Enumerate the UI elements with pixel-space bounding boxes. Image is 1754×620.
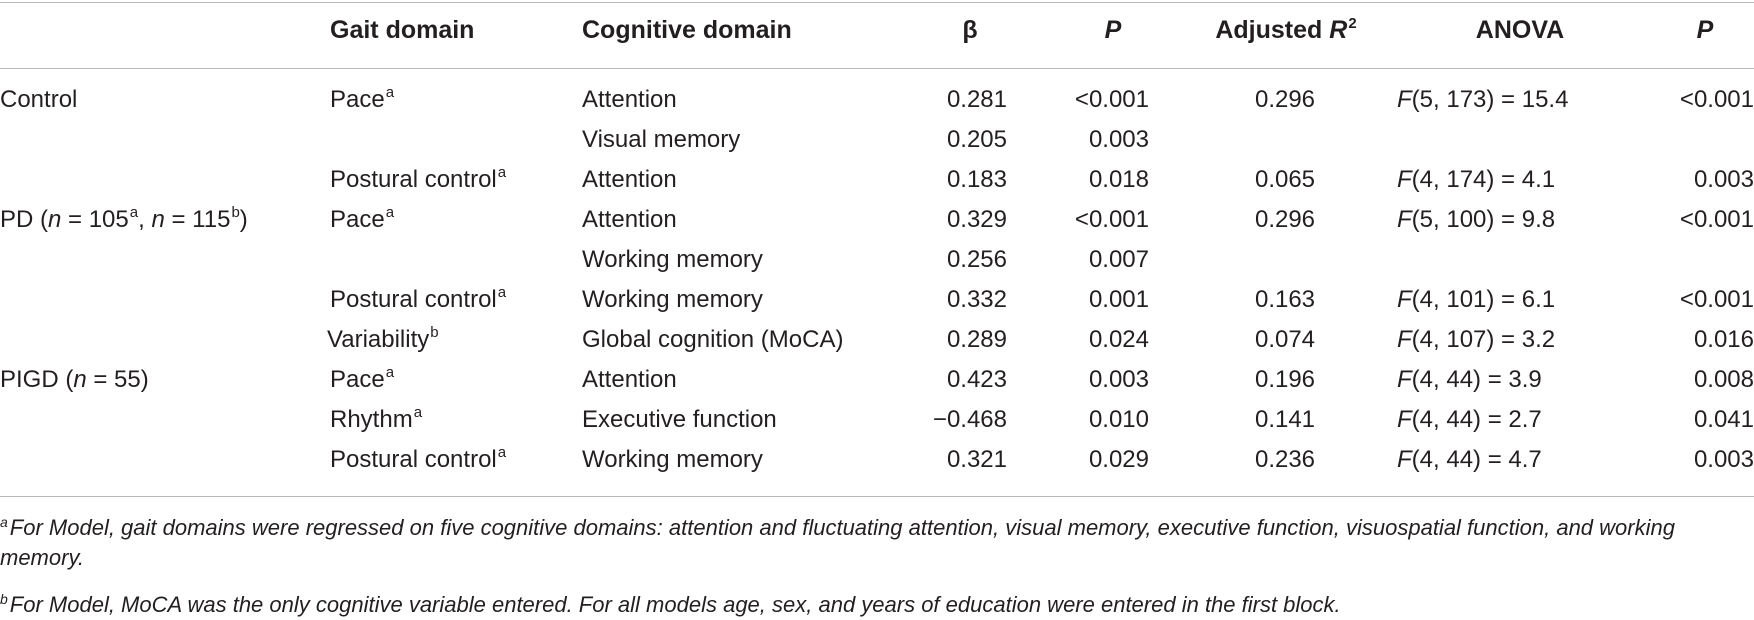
row-0-anova	[1397, 86, 1568, 114]
header-gait-domain: Gait domain	[330, 16, 475, 44]
row-6-p: 0.024	[1088, 326, 1149, 353]
table-bottom-rule	[0, 496, 1754, 497]
row-3-r2: 0.296	[1254, 206, 1316, 233]
row-3-p: <0.001	[1074, 206, 1149, 233]
row-5-p: 0.001	[1088, 286, 1149, 313]
row-7-gait-sup: a	[385, 364, 395, 381]
header-p-text: P	[1104, 16, 1122, 44]
footnote-b	[0, 590, 1745, 620]
footnote-b-text: For Model, MoCA was the only cognitive variable entered. For all models age, sex, and years of education were entered in the first block.	[9, 592, 1341, 617]
header-adjusted-r2	[1213, 16, 1359, 44]
row-9-gait-sup: a	[497, 444, 507, 461]
row-5-anova-f: F	[1397, 286, 1412, 313]
row-9-anova	[1397, 446, 1542, 474]
row-6-cognitive: Global cognition (MoCA)	[582, 326, 844, 353]
row-4-cognitive: Working memory	[582, 246, 763, 273]
row-0-p: <0.001	[1074, 86, 1149, 113]
row-2-anova	[1397, 166, 1555, 194]
pigd-name: PIGD (	[0, 366, 74, 393]
row-9-anova-rest: (4, 44) = 4.7	[1411, 446, 1542, 473]
row-4-p: 0.007	[1088, 246, 1149, 273]
row-0-gait-sup: a	[385, 84, 395, 101]
row-3-anova-f: F	[1397, 206, 1412, 233]
header-p2-text: P	[1696, 16, 1714, 44]
pd-n1-var: n	[48, 206, 62, 233]
footnote-a	[0, 513, 1745, 573]
footnote-a-text: For Model, gait domains were regressed on five cognitive domains: attention and fluctuating attention, visual memory, executive function, visuospatial function, and working memory.	[0, 515, 1675, 570]
row-7-r2: 0.196	[1254, 366, 1316, 393]
row-9-beta: 0.321	[946, 446, 1007, 473]
pd-close: )	[239, 206, 248, 233]
footnote-b-mark: b	[0, 591, 8, 607]
table-top-rule	[0, 2, 1754, 3]
row-8-anova-f: F	[1397, 406, 1412, 433]
row-9-gait-text: Postural control	[330, 446, 497, 473]
row-6-r2: 0.074	[1254, 326, 1316, 353]
row-8-gait-text: Rhythm	[330, 406, 413, 433]
row-2-cognitive: Attention	[582, 166, 677, 193]
row-9-anova-f: F	[1397, 446, 1412, 473]
row-2-p: 0.018	[1088, 166, 1149, 193]
row-7-gait	[330, 366, 394, 394]
row-2-gait	[330, 166, 506, 194]
row-9-p: 0.029	[1088, 446, 1149, 473]
row-6-p2: 0.016	[1693, 326, 1754, 353]
row-3-gait	[330, 206, 394, 234]
row-3-anova	[1397, 206, 1555, 234]
row-2-p2: 0.003	[1693, 166, 1754, 193]
header-beta: β	[962, 16, 978, 44]
row-2-beta: 0.183	[946, 166, 1007, 193]
row-3-cognitive: Attention	[582, 206, 677, 233]
header-r-sup: 2	[1348, 15, 1357, 32]
row-0-gait	[330, 86, 394, 114]
row-0-anova-f: F	[1397, 86, 1412, 113]
header-anova: ANOVA	[1475, 16, 1565, 44]
header-p	[1098, 16, 1128, 44]
row-8-cognitive: Executive function	[582, 406, 777, 433]
row-5-beta: 0.332	[946, 286, 1007, 313]
row-3-p2: <0.001	[1679, 206, 1754, 233]
row-1-p: 0.003	[1088, 126, 1149, 153]
row-8-beta: −0.468	[932, 406, 1007, 433]
row-7-anova-f: F	[1397, 366, 1412, 393]
row-5-gait-sup: a	[497, 284, 507, 301]
row-5-anova-rest: (4, 101) = 6.1	[1411, 286, 1556, 313]
pd-sep: ,	[138, 206, 152, 233]
row-5-gait-text: Postural control	[330, 286, 497, 313]
group-control: Control	[0, 86, 78, 113]
row-6-beta: 0.289	[946, 326, 1007, 353]
pd-n2-eq: = 115	[164, 206, 231, 233]
row-8-r2: 0.141	[1254, 406, 1316, 433]
row-0-beta: 0.281	[946, 86, 1007, 113]
row-9-r2: 0.236	[1254, 446, 1316, 473]
row-6-anova	[1397, 326, 1555, 354]
pd-n2-sup: b	[231, 204, 240, 221]
row-8-p: 0.010	[1088, 406, 1149, 433]
row-2-anova-rest: (4, 174) = 4.1	[1411, 166, 1556, 193]
row-9-p2: 0.003	[1693, 446, 1754, 473]
row-7-beta: 0.423	[946, 366, 1007, 393]
row-2-r2: 0.065	[1254, 166, 1316, 193]
pd-n1-sup: a	[129, 204, 139, 221]
row-7-cognitive: Attention	[582, 366, 677, 393]
row-8-gait-sup: a	[413, 404, 423, 421]
pd-n1-eq: = 105	[61, 206, 129, 233]
row-6-anova-rest: (4, 107) = 3.2	[1411, 326, 1556, 353]
row-3-gait-text: Pace	[330, 206, 385, 233]
pigd-n-eq: = 55	[86, 366, 141, 393]
header-adjusted-text: Adjusted	[1215, 16, 1330, 44]
row-6-gait	[327, 326, 439, 354]
row-2-anova-f: F	[1397, 166, 1412, 193]
row-5-p2: <0.001	[1679, 286, 1754, 313]
row-1-beta: 0.205	[946, 126, 1007, 153]
footnote-a-mark: a	[0, 514, 8, 530]
row-4-beta: 0.256	[946, 246, 1007, 273]
group-pigd	[0, 366, 149, 394]
row-7-anova-rest: (4, 44) = 3.9	[1411, 366, 1542, 393]
row-5-r2: 0.163	[1254, 286, 1316, 313]
row-0-r2: 0.296	[1254, 86, 1316, 113]
row-1-cognitive: Visual memory	[582, 126, 741, 153]
row-0-gait-text: Pace	[330, 86, 385, 113]
row-5-gait	[330, 286, 506, 314]
row-6-gait-sup: b	[430, 324, 439, 341]
row-0-anova-rest: (5, 173) = 15.4	[1411, 86, 1569, 113]
pd-name: PD (	[0, 206, 48, 233]
row-3-beta: 0.329	[946, 206, 1007, 233]
header-cognitive-domain: Cognitive domain	[582, 16, 792, 44]
pd-n2-var: n	[151, 206, 165, 233]
row-5-cognitive: Working memory	[582, 286, 763, 313]
row-9-cognitive: Working memory	[582, 446, 763, 473]
row-5-anova	[1397, 286, 1555, 314]
row-2-gait-text: Postural control	[330, 166, 497, 193]
row-0-p2: <0.001	[1679, 86, 1754, 113]
row-3-gait-sup: a	[385, 204, 395, 221]
row-8-p2: 0.041	[1693, 406, 1754, 433]
group-pd	[0, 206, 248, 234]
header-r-var: R	[1329, 16, 1348, 44]
row-7-p: 0.003	[1088, 366, 1149, 393]
row-6-gait-text: Variability	[327, 326, 430, 353]
row-7-anova	[1397, 366, 1542, 394]
row-8-anova	[1397, 406, 1542, 434]
header-rule	[0, 68, 1754, 69]
row-3-anova-rest: (5, 100) = 9.8	[1411, 206, 1556, 233]
row-0-cognitive: Attention	[582, 86, 677, 113]
pigd-close: )	[140, 366, 149, 393]
row-2-gait-sup: a	[497, 164, 507, 181]
row-7-gait-text: Pace	[330, 366, 385, 393]
row-8-anova-rest: (4, 44) = 2.7	[1411, 406, 1542, 433]
pigd-n-var: n	[73, 366, 87, 393]
row-8-gait	[330, 406, 422, 434]
row-7-p2: 0.008	[1693, 366, 1754, 393]
row-6-anova-f: F	[1397, 326, 1412, 353]
row-9-gait	[330, 446, 506, 474]
header-p2	[1690, 16, 1720, 44]
